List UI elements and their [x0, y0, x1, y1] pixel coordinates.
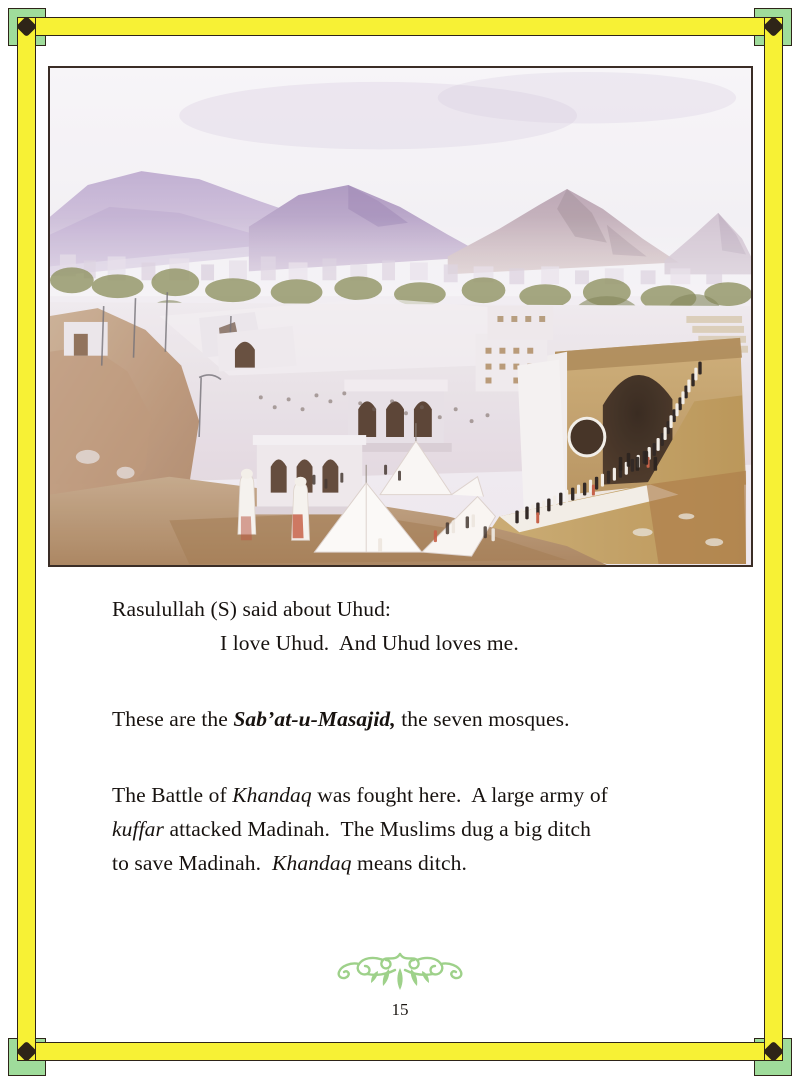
text-run: These are the	[112, 707, 234, 731]
text-run: to save Madinah.	[112, 851, 273, 875]
illustration-uhud-seven-mosques	[48, 66, 753, 567]
paragraph-spacer	[112, 736, 712, 778]
text-line: I love Uhud. And Uhud loves me.	[220, 631, 519, 655]
text-line: Rasulullah (S) said about Uhud:	[112, 597, 391, 621]
text-line	[112, 812, 712, 846]
paragraph-seven-mosques	[112, 702, 712, 736]
term-sabat-u-masajid: Sabʼat-u-Masajid,	[233, 707, 396, 731]
text-line	[112, 846, 712, 880]
frame-band-left	[17, 17, 36, 1061]
text-run: The Battle of	[112, 783, 233, 807]
text-line	[112, 778, 712, 812]
floral-scroll-ornament	[325, 944, 475, 994]
text-run: means ditch.	[351, 851, 467, 875]
frame-band-bottom	[17, 1042, 783, 1061]
ornament-svg	[325, 944, 475, 994]
body-text	[112, 592, 712, 880]
term-khandaq: Khandaq	[232, 783, 312, 807]
paragraph-hadith-intro	[112, 592, 712, 660]
frame-band-top	[17, 17, 783, 36]
text-run: attacked Madinah. The Muslims dug a big ditch	[163, 817, 592, 841]
frame-band-right	[764, 17, 783, 1061]
text-run: was fought here. A large army of	[311, 783, 608, 807]
text-run: the seven mosques.	[395, 707, 570, 731]
page-number: 15	[391, 1000, 409, 1019]
paragraph-spacer	[112, 660, 712, 702]
text-line	[112, 702, 712, 736]
paragraph-battle-of-khandaq	[112, 778, 712, 880]
term-khandaq: Khandaq	[272, 851, 352, 875]
watercolour-painting	[50, 68, 751, 565]
term-kuffar: kuffar	[112, 817, 164, 841]
